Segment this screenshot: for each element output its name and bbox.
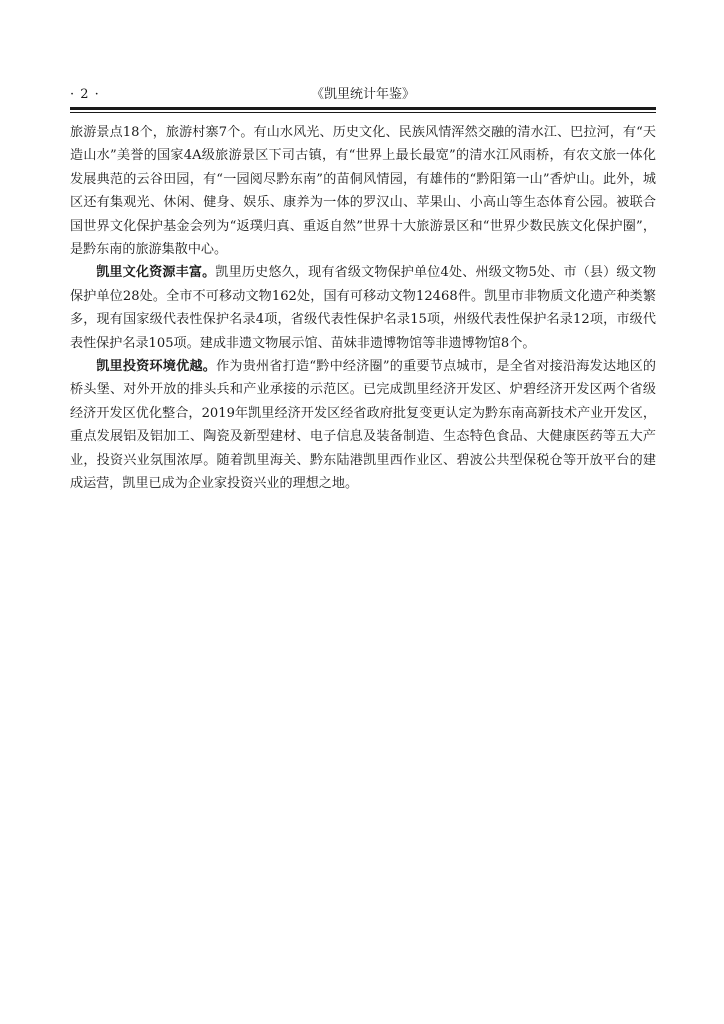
header-rule-thick bbox=[70, 107, 656, 110]
paragraph-lead: 凯里投资环境优越。 bbox=[96, 359, 217, 375]
body-text bbox=[70, 121, 656, 496]
running-header bbox=[70, 84, 656, 106]
paragraph-text: 凯里历史悠久，现有省级文物保护单位4处、州级文物5处、市（县）级文物保护单位28处。全市不可移动文物162处，国有可移动文物12468件。凯里市非物质文化遗产种类繁多，现有国家级代表性保护名录4项，省级代表性保护名录15项，州级代表性保护名录12项，市级代表性保护名录105项。建成非遗文物展示馆、苗妹非遗博物馆等非遗博物馆8个。 bbox=[70, 265, 656, 351]
header-rule-thin bbox=[70, 112, 656, 113]
paragraph-tourism bbox=[70, 121, 656, 261]
paragraph-investment bbox=[70, 355, 656, 495]
page-number: · 2 · bbox=[70, 87, 100, 102]
document-page bbox=[70, 84, 656, 496]
paragraph-culture bbox=[70, 261, 656, 355]
running-title: 《凯里统计年鉴》 bbox=[310, 87, 415, 102]
paragraph-text: 旅游景点18个，旅游村寨7个。有山水风光、历史文化、民族风情浑然交融的清水江、巴拉河，有“天造山水”美誉的国家4A级旅游景区下司古镇，有“世界上最长最宽”的清水江风雨桥，有农文旅一体化发展典范的云谷田园，有“一园阅尽黔东南”的苗侗风情园，有雄伟的“黔阳第一山”香炉山。此外，城区还有集观光、休闲、健身、娱乐、康养为一体的罗汉山、苹果山、小高山等生态体育公园。被联合国世界文化保护基金会列为“返璞归真、重返自然”世界十大旅游景区和“世界少数民族文化保护圈”，是黔东南的旅游集散中心。 bbox=[70, 125, 656, 258]
paragraph-lead: 凯里文化资源丰富。 bbox=[96, 265, 216, 281]
paragraph-text: 作为贵州省打造“黔中经济圈”的重要节点城市，是全省对接沿海发达地区的桥头堡、对外开放的排头兵和产业承接的示范区。已完成凯里经济开发区、炉碧经济开发区两个省级经济开发区优化整合，2019年凯里经济开发区经省政府批复变更认定为黔东南高新技术产业开发区，重点发展铝及铝加工、陶瓷及新型建材、电子信息及装备制造、生态特色食品、大健康医药等五大产业，投资兴业氛围浓厚。随着凯里海关、黔东陆港凯里西作业区、碧波公共型保税仓等开放平台的建成运营，凯里已成为企业家投资兴业的理想之地。 bbox=[70, 359, 657, 492]
